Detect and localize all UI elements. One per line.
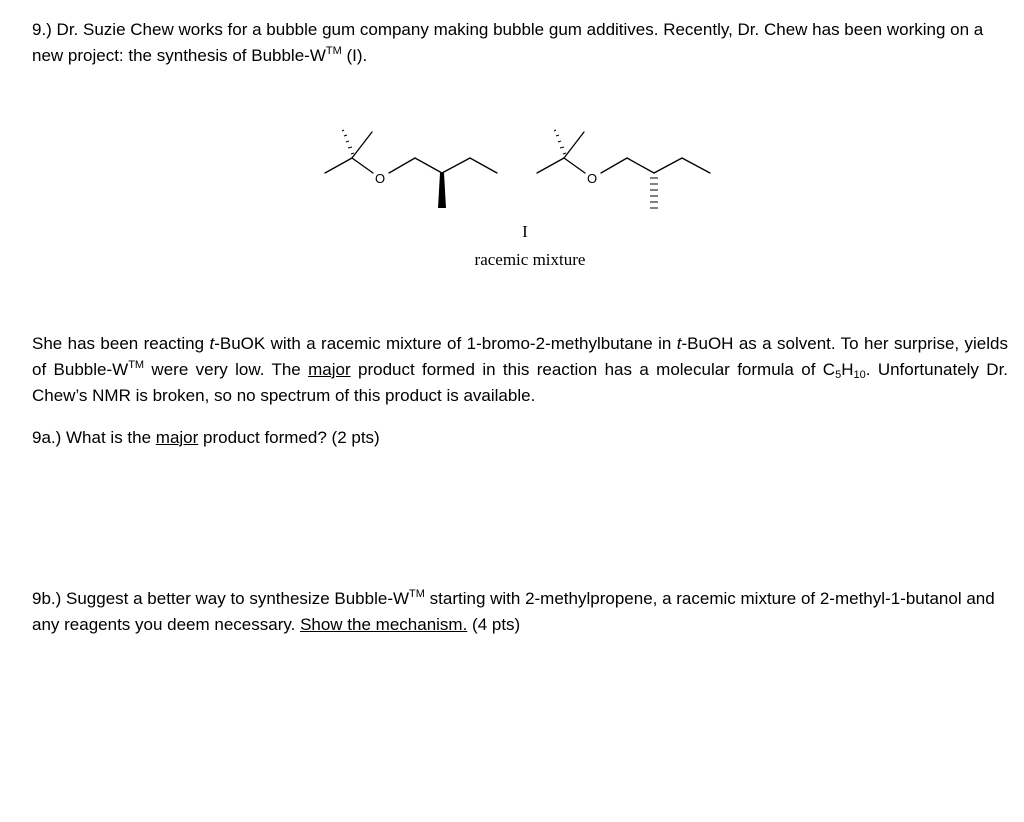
major-underlined: major [308,360,351,379]
wedge-bond [438,173,446,208]
bond [601,158,627,173]
bond [442,158,470,173]
bond [389,158,415,173]
bond [537,158,564,173]
bond [352,158,373,173]
major-underlined: major [155,428,199,447]
trademark: TM [128,359,145,371]
hashed-bond [563,153,566,154]
bond [627,158,654,173]
racemic-caption: racemic mixture [474,250,586,269]
hashed-bond [346,141,349,142]
oxygen-atom-left: O [375,171,386,186]
hashed-bond [556,135,559,136]
trademark: TM [325,45,342,57]
hashed-bond [558,141,561,142]
trademark: TM [409,588,425,600]
hashed-bond [342,130,344,131]
bond [415,158,442,173]
bubble-w-structures [0,110,1024,230]
bond [564,132,584,158]
bond [470,158,497,173]
bond [325,158,352,173]
show-mechanism-underlined: Show the mechanism. [300,615,468,634]
bond [352,132,372,158]
hashed-bond [560,147,564,148]
hashed-bond [348,147,352,148]
question-9b: 9b.) Suggest a better way to synthesize Bubble-W™ starting with 2-methylpropene, a racemic mixture of 2-methyl-1-butanol and any reagents you deem necessary. Show the mechanism. (4 pts) [32,588,995,634]
hashed-bond [344,135,347,136]
question-9a: 9a.) What is the major product formed? (2 pts) [32,428,380,447]
bond [564,158,585,173]
bond [682,158,710,173]
hashed-bond [554,130,556,131]
reaction-description: She has been reacting t-BuOK with a racemic mixture of 1-bromo-2-methylbutane in t-BuOH as a solvent. To her surprise, yields of Bubble-W™ were very low. The major product formed in this reaction has a molecular formula of $C_5H_{10}$. Unfortunately Dr. Chew’s NMR is broken, so no spectrum of this product is available. [32,334,1009,405]
question-9: 9.) Dr. Suzie Chew works for a bubble gum company making bubble gum additives. Recently, Dr. Chew has been working on a new project: the synthesis of Bubble-W™ (I). [32,20,984,65]
bond [654,158,682,173]
hashed-bond [351,153,354,154]
oxygen-atom-right: O [587,171,598,186]
compound-label: I [522,222,528,241]
